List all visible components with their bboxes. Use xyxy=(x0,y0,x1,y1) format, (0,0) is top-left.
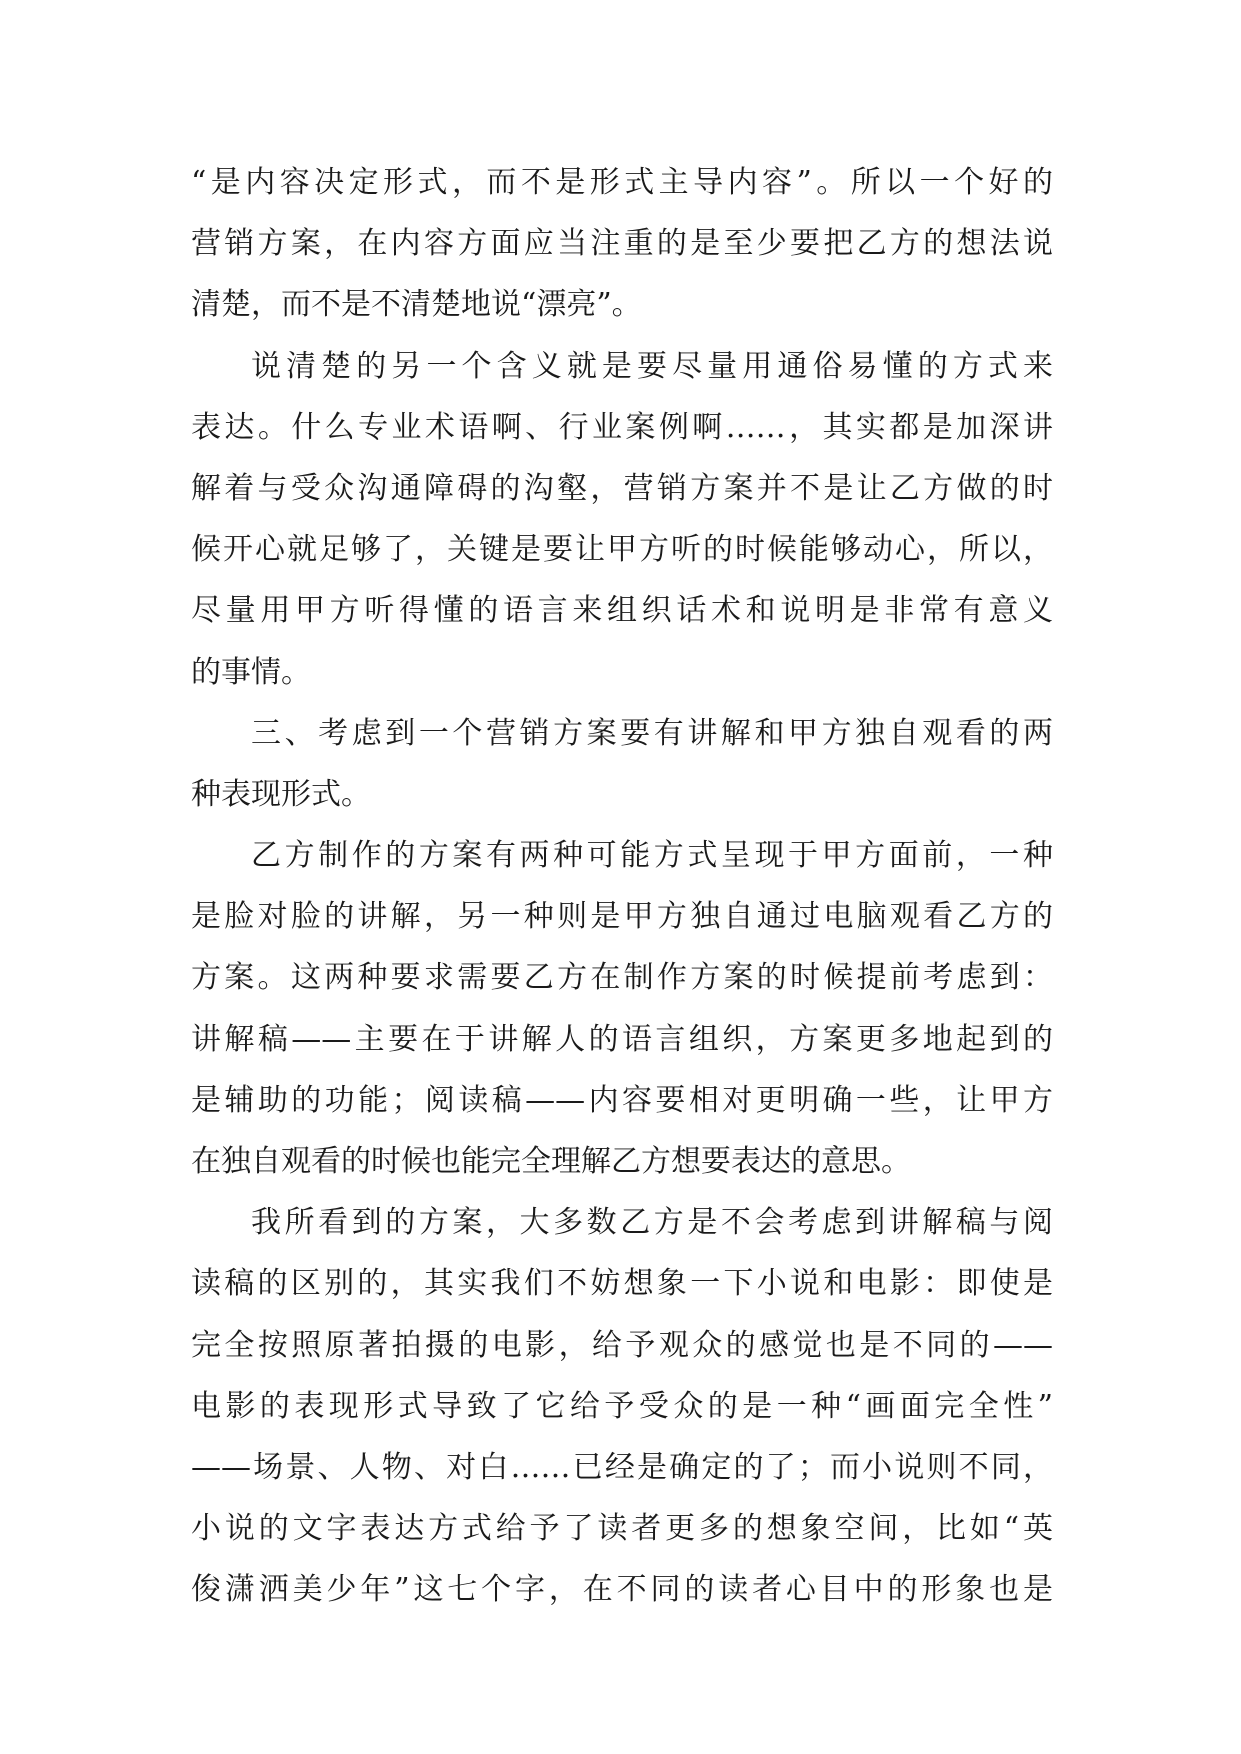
body-text xyxy=(191,152,1053,1621)
text-line: 清楚，而不是不清楚地说“漂亮”。 xyxy=(191,287,642,323)
text-line: 是辅助的功能；阅读稿——内容要相对更明确一些，让甲方 xyxy=(191,1082,1053,1118)
paragraph xyxy=(191,825,1053,1192)
text-line: 方案。这两种要求需要乙方在制作方案的时候提前考虑到： xyxy=(191,960,1053,996)
text-line: 完全按照原著拍摄的电影，给予观众的感觉也是不同的—— xyxy=(191,1327,1053,1363)
text-line: “是内容决定形式，而不是形式主导内容”。所以一个好的 xyxy=(191,165,1053,200)
text-line: 读稿的区别的，其实我们不妨想象一下小说和电影：即使是 xyxy=(191,1266,1053,1302)
text-line: ——场景、人物、对白……已经是确定的了；而小说则不同， xyxy=(191,1449,1053,1485)
text-line: 在独自观看的时候也能完全理解乙方想要表达的意思。 xyxy=(191,1144,911,1179)
text-line: 尽量用甲方听得懂的语言来组织话术和说明是非常有意义 xyxy=(191,593,1053,629)
text-line: 解着与受众沟通障碍的沟壑，营销方案并不是让乙方做的时 xyxy=(191,470,1053,506)
text-line: 俊潇洒美少年”这七个字，在不同的读者心目中的形象也是 xyxy=(191,1572,1053,1608)
paragraph xyxy=(191,152,1053,336)
paragraph xyxy=(191,1192,1053,1620)
text-line: 说清楚的另一个含义就是要尽量用通俗易懂的方式来 xyxy=(251,348,1053,384)
text-line: 小说的文字表达方式给予了读者更多的想象空间，比如“英 xyxy=(191,1511,1053,1547)
text-line: 讲解稿——主要在于讲解人的语言组织，方案更多地起到的 xyxy=(191,1021,1053,1057)
text-line: 我所看到的方案，大多数乙方是不会考虑到讲解稿与阅 xyxy=(251,1205,1053,1241)
text-line: 营销方案，在内容方面应当注重的是至少要把乙方的想法说 xyxy=(191,226,1053,262)
text-line: 乙方制作的方案有两种可能方式呈现于甲方面前，一种 xyxy=(251,838,1053,874)
section-heading-line: 种表现形式。 xyxy=(191,776,371,812)
text-line: 电影的表现形式导致了它给予受众的是一种“画面完全性” xyxy=(191,1388,1053,1424)
text-line: 表达。什么专业术语啊、行业案例啊……，其实都是加深讲 xyxy=(191,409,1053,445)
text-line: 的事情。 xyxy=(191,654,311,690)
section-heading-line: 三、考虑到一个营销方案要有讲解和甲方独自观看的两 xyxy=(251,715,1053,751)
paragraph xyxy=(191,336,1053,703)
text-line: 候开心就足够了，关键是要让甲方听的时候能够动心，所以， xyxy=(191,532,1053,568)
paragraph xyxy=(191,703,1053,825)
text-line: 是脸对脸的讲解，另一种则是甲方独自通过电脑观看乙方的 xyxy=(191,899,1053,935)
